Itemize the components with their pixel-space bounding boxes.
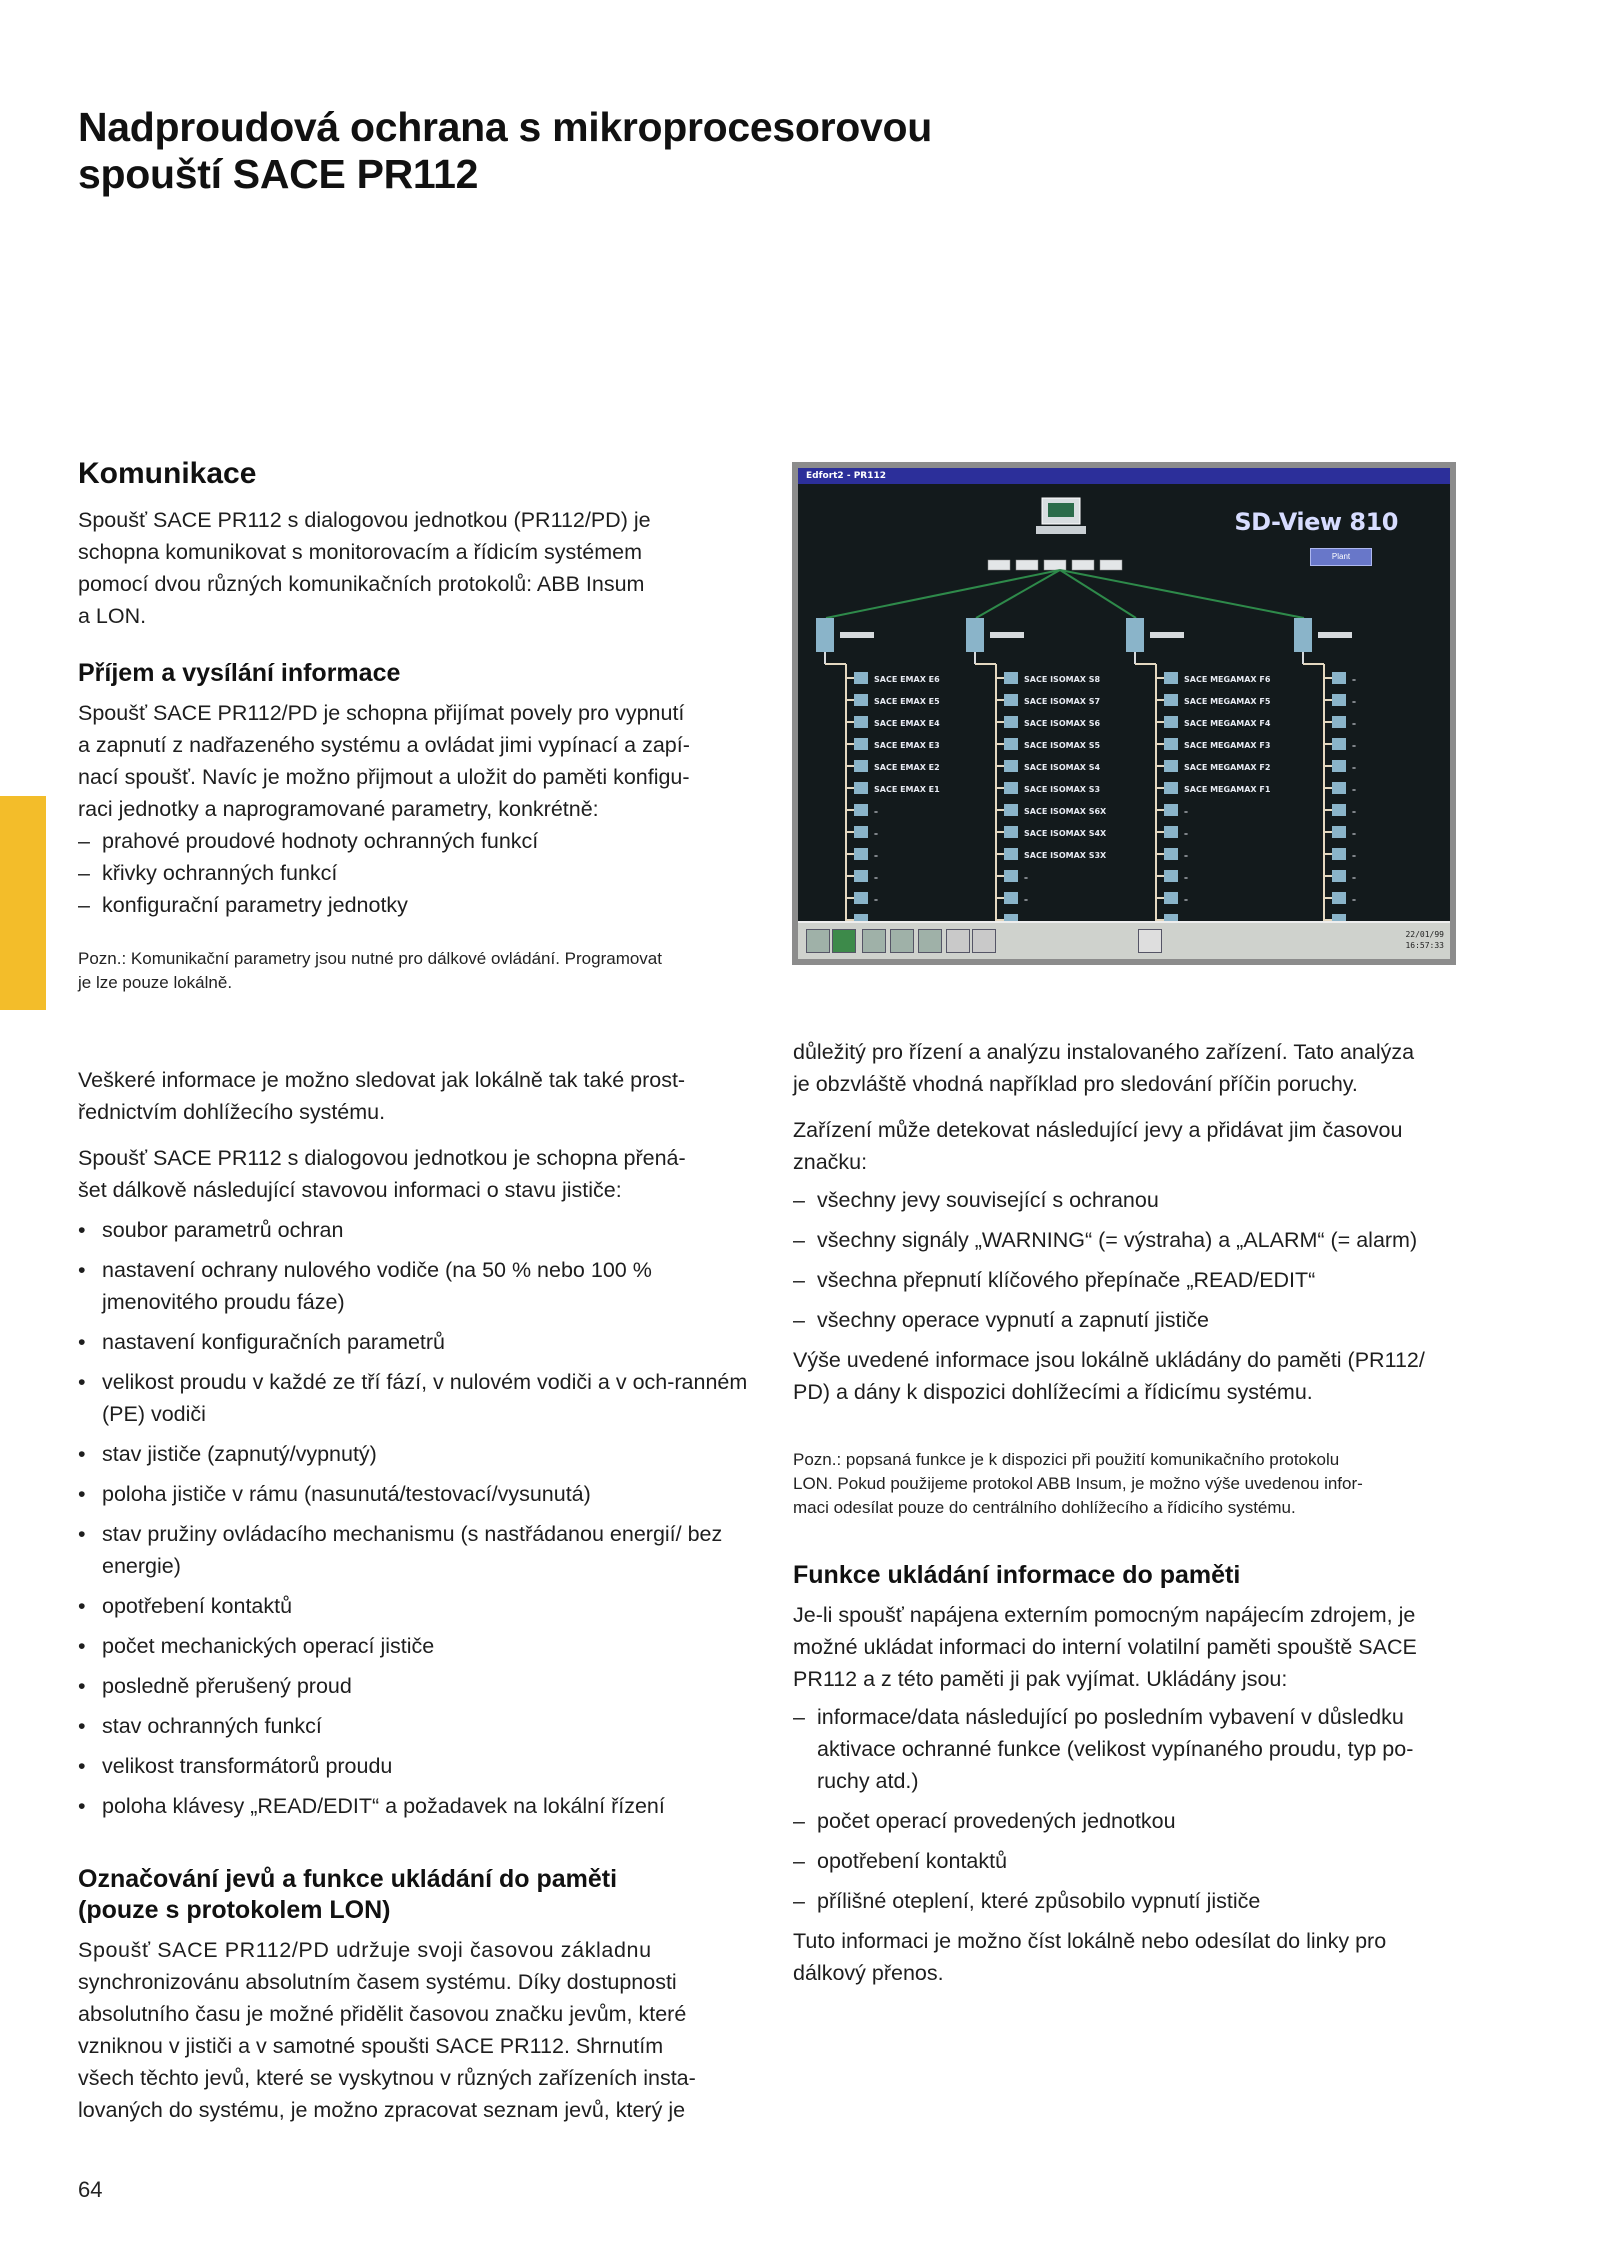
breaker-label: – [874, 873, 878, 882]
breaker-label: SACE ISOMAX S6 [1024, 719, 1101, 728]
breaker-label: SACE MEGAMAX F5 [1184, 697, 1271, 706]
breaker-label: SACE EMAX E6 [874, 675, 940, 684]
oznacovani-line: absolutního času je možné přidělit časovou značku jevům, které [78, 2002, 687, 2026]
breaker-node-icon [1332, 760, 1346, 772]
list-item: • posledně přerušený proud [78, 1670, 748, 1702]
breaker-label: SACE EMAX E2 [874, 763, 940, 772]
prijem-line: Spoušť SACE PR112/PD je schopna přijímat povely pro vypnutí [78, 701, 685, 725]
breaker-label: – [1352, 851, 1356, 860]
page-title-line2: spouští SACE PR112 [78, 151, 479, 197]
breaker-label: SACE MEGAMAX F3 [1184, 741, 1271, 750]
right-column [793, 1036, 1463, 1989]
sledovani-p2-line2: šet dálkově následující stavovou informaci o stavu jističe: [78, 1178, 622, 1202]
list-item: – všechny operace vypnutí a zapnutí jističe [793, 1304, 1463, 1336]
breaker-node-icon [1164, 716, 1178, 728]
taskbar-icon [946, 929, 970, 953]
breaker-node-icon [1164, 870, 1178, 882]
breaker-node-icon [1004, 892, 1018, 904]
breaker-label: SACE ISOMAX S7 [1024, 697, 1101, 706]
gateway-label [990, 632, 1024, 638]
breaker-node-icon [1332, 826, 1346, 838]
list-item: – přílišné oteplení, které způsobilo vypnutí jističe [793, 1885, 1463, 1917]
breaker-label: SACE EMAX E1 [874, 785, 940, 794]
list-item: • opotřebení kontaktů [78, 1590, 748, 1622]
breaker-node-icon [1332, 782, 1346, 794]
funkce-line: PR112 a z této paměti ji pak vyjímat. Ukládány jsou: [793, 1667, 1288, 1691]
list-item: • stav pružiny ovládacího mechanismu (s nastřádanou energií/ bez energie) [78, 1518, 748, 1582]
breaker-node-icon [1332, 892, 1346, 904]
breaker-node-icon [854, 760, 868, 772]
breaker-label: – [1352, 895, 1356, 904]
breaker-node-icon [1004, 672, 1018, 684]
funkce-end-line2: dálkový přenos. [793, 1961, 944, 1985]
breaker-node-icon [1332, 870, 1346, 882]
heading-prijem: Příjem a vysílání informace [78, 659, 401, 687]
breaker-node-icon [854, 826, 868, 838]
screenshot-brand: SD-View 810 [1234, 508, 1398, 536]
list-item: – opotřebení kontaktů [793, 1845, 1463, 1877]
breaker-node-icon [1004, 716, 1018, 728]
list-item: – konfigurační parametry jednotky [78, 889, 748, 921]
heading-komunikace: Komunikace [78, 457, 257, 490]
breaker-label: – [1352, 763, 1356, 772]
breaker-label: SACE EMAX E5 [874, 697, 940, 706]
oznacovani-line: Spoušť SACE PR112/PD udržuje svoji časovou základnu [78, 1938, 652, 1962]
breaker-node-icon [1332, 694, 1346, 706]
breaker-label: SACE MEGAMAX F1 [1184, 785, 1271, 794]
breaker-node-icon [1164, 760, 1178, 772]
gateway-node-icon [1126, 618, 1144, 652]
list-item: – křivky ochranných funkcí [78, 857, 748, 889]
list-item: • stav ochranných funkcí [78, 1710, 748, 1742]
port-button [1044, 560, 1066, 570]
breaker-node-icon [854, 694, 868, 706]
breaker-label: – [1184, 807, 1188, 816]
right-p1-line2: je obzvláště vhodná například pro sledování příčin poruchy. [793, 1072, 1358, 1096]
breaker-label: SACE ISOMAX S3X [1024, 851, 1107, 860]
breaker-node-icon [854, 738, 868, 750]
computer-keyboard-icon [1036, 526, 1086, 534]
breaker-label: SACE MEGAMAX F6 [1184, 675, 1271, 684]
network-link [826, 570, 1060, 618]
breaker-node-icon [1004, 870, 1018, 882]
screenshot-plant-button: Plant [1310, 548, 1372, 566]
port-button [1100, 560, 1122, 570]
breaker-node-icon [1004, 760, 1018, 772]
list-item: – všechna přepnutí klíčového přepínače „READ/EDIT“ [793, 1264, 1463, 1296]
list-item: – počet operací provedených jednotkou [793, 1805, 1463, 1837]
computer-screen-icon [1048, 503, 1074, 517]
page-number: 64 [78, 2177, 103, 2202]
komunikace-line: Spoušť SACE PR112 s dialogovou jednotkou (PR112/PD) je [78, 508, 651, 532]
breaker-label: – [1352, 719, 1356, 728]
breaker-node-icon [854, 870, 868, 882]
taskbar-icon [918, 929, 942, 953]
breaker-label: SACE EMAX E4 [874, 719, 940, 728]
screenshot-clock [1405, 929, 1444, 951]
screenshot-canvas [798, 468, 1450, 959]
port-button [1072, 560, 1094, 570]
list-item: • velikost proudu v každé ze tří fází, v nulovém vodiči a v och-ranném (PE) vodiči [78, 1366, 748, 1430]
breaker-node-icon [1164, 804, 1178, 816]
gateway-label [1318, 632, 1352, 638]
list-item: • poloha klávesy „READ/EDIT“ a požadavek na lokální řízení [78, 1790, 748, 1822]
taskbar-icon [972, 929, 996, 953]
oznacovani-line: synchronizovánu absolutním časem systému. Díky dostupnosti [78, 1970, 677, 1994]
breaker-label: – [1184, 851, 1188, 860]
list-item: • poloha jističe v rámu (nasunutá/testovací/vysunutá) [78, 1478, 748, 1510]
status-info-list [78, 1214, 748, 1822]
breaker-label: – [874, 807, 878, 816]
list-item: • soubor parametrů ochran [78, 1214, 748, 1246]
breaker-node-icon [1004, 738, 1018, 750]
breaker-label: SACE ISOMAX S4 [1024, 763, 1101, 772]
taskbar-icon [862, 929, 886, 953]
breaker-node-icon [854, 782, 868, 794]
breaker-node-icon [1332, 804, 1346, 816]
breaker-node-icon [1164, 738, 1178, 750]
komunikace-line: schopna komunikovat s monitorovacím a řídicím systémem [78, 540, 642, 564]
events-list [793, 1184, 1463, 1336]
left-column-upper [78, 456, 748, 995]
sledovani-p1-line2: řednictvím dohlížecího systému. [78, 1100, 386, 1124]
list-item: • stav jističe (zapnutý/vypnutý) [78, 1438, 748, 1470]
network-diagram [798, 468, 1450, 959]
komunikace-line: a LON. [78, 604, 147, 628]
taskbar-icon [806, 929, 830, 953]
right-p2-line1: Zařízení může detekovat následující jevy a přidávat jim časovou [793, 1118, 1403, 1142]
breaker-label: – [874, 851, 878, 860]
breaker-label: – [1024, 873, 1028, 882]
breaker-label: – [1352, 675, 1356, 684]
breaker-node-icon [1164, 694, 1178, 706]
page-title-line1: Nadproudová ochrana s mikroprocesorovou [78, 104, 933, 150]
breaker-node-icon [1332, 716, 1346, 728]
breaker-node-icon [854, 716, 868, 728]
stored-info-list [793, 1701, 1463, 1917]
sledovani-p1-line1: Veškeré informace je možno sledovat jak lokálně tak také prost- [78, 1068, 686, 1092]
sledovani-p2-line1: Spoušť SACE PR112 s dialogovou jednotkou je schopna přená- [78, 1146, 686, 1170]
breaker-label: – [874, 895, 878, 904]
screenshot-window-title: Edfort2 - PR112 [798, 468, 1450, 484]
breaker-label: – [1352, 785, 1356, 794]
breaker-label: SACE ISOMAX S8 [1024, 675, 1101, 684]
gateway-node-icon [1294, 618, 1312, 652]
breaker-node-icon [854, 892, 868, 904]
gateway-node-icon [966, 618, 984, 652]
clock-date: 22/01/99 [1405, 930, 1444, 939]
breaker-label: – [1352, 829, 1356, 838]
right-note-line1: Pozn.: popsaná funkce je k dispozici při použití komunikačního protokolu [793, 1450, 1340, 1469]
list-item: • počet mechanických operací jističe [78, 1630, 748, 1662]
left-column-lower [78, 1064, 748, 2126]
breaker-node-icon [854, 672, 868, 684]
heading-oznacovani-line1: Označování jevů a funkce ukládání do paměti [78, 1865, 618, 1893]
funkce-line: možné ukládat informaci do interní volatilní paměti spouště SACE [793, 1635, 1417, 1659]
sd-view-screenshot [792, 462, 1456, 965]
breaker-label: – [1352, 873, 1356, 882]
list-item: • nastavení konfiguračních parametrů [78, 1326, 748, 1358]
breaker-node-icon [1004, 826, 1018, 838]
list-item: – všechny jevy související s ochranou [793, 1184, 1463, 1216]
breaker-label: SACE ISOMAX S5 [1024, 741, 1101, 750]
port-button [1016, 560, 1038, 570]
breaker-label: – [1352, 697, 1356, 706]
komunikace-line: pomocí dvou různých komunikačních protokolů: ABB Insum [78, 572, 645, 596]
breaker-label: SACE ISOMAX S3 [1024, 785, 1101, 794]
breaker-label: – [1184, 895, 1188, 904]
list-item: • velikost transformátorů proudu [78, 1750, 748, 1782]
breaker-node-icon [1004, 804, 1018, 816]
breaker-label: – [874, 829, 878, 838]
list-item: – prahové proudové hodnoty ochranných funkcí [78, 825, 748, 857]
network-link [976, 570, 1060, 618]
breaker-node-icon [1004, 848, 1018, 860]
breaker-node-icon [1332, 848, 1346, 860]
breaker-label: – [1352, 741, 1356, 750]
right-p3-line2: PD) a dány k dispozici dohlížecími a řídicímu systému. [793, 1380, 1313, 1404]
breaker-node-icon [1164, 782, 1178, 794]
breaker-node-icon [1332, 672, 1346, 684]
gateway-label [840, 632, 874, 638]
oznacovani-line: lovaných do systému, je možno zpracovat seznam jevů, který je [78, 2098, 686, 2122]
breaker-label: SACE ISOMAX S6X [1024, 807, 1107, 816]
prijem-line: a zapnutí z nadřazeného systému a ovládat jimi vypínací a zapí- [78, 733, 690, 757]
breaker-label: – [1184, 873, 1188, 882]
breaker-label: – [1352, 807, 1356, 816]
port-button [988, 560, 1010, 570]
list-item: – informace/data následující po posledním vybavení v důsledku aktivace ochranné funkce (velikost vypínaného proudu, typ po-ruchy atd.) [793, 1701, 1463, 1797]
clock-time: 16:57:33 [1405, 941, 1444, 950]
breaker-label: SACE MEGAMAX F2 [1184, 763, 1271, 772]
screenshot-taskbar [798, 921, 1450, 959]
section-tab-marker [0, 796, 46, 1010]
breaker-node-icon [1332, 738, 1346, 750]
breaker-label: SACE MEGAMAX F4 [1184, 719, 1271, 728]
gateway-node-icon [816, 618, 834, 652]
breaker-label: SACE EMAX E3 [874, 741, 940, 750]
gateway-label [1150, 632, 1184, 638]
page-title [78, 104, 1078, 198]
breaker-label: – [1024, 895, 1028, 904]
breaker-node-icon [1164, 848, 1178, 860]
heading-funkce: Funkce ukládání informace do paměti [793, 1561, 1241, 1589]
breaker-node-icon [1004, 782, 1018, 794]
breaker-node-icon [1164, 826, 1178, 838]
prijem-line: nací spoušť. Navíc je možno přijmout a uložit do paměti konfigu- [78, 765, 690, 789]
list-item: • nastavení ochrany nulového vodiče (na 50 % nebo 100 % jmenovitého proudu fáze) [78, 1254, 748, 1318]
list-item: – všechny signály „WARNING“ (= výstraha) a „ALARM“ (= alarm) [793, 1224, 1463, 1256]
breaker-node-icon [1164, 672, 1178, 684]
prijem-line: raci jednotky a naprogramované parametry, konkrétně: [78, 797, 599, 821]
prijem-note-line1: Pozn.: Komunikační parametry jsou nutné pro dálkové ovládání. Programovat [78, 949, 662, 968]
right-note-line3: maci odesílat pouze do centrálního dohlížecího a řídicího systému. [793, 1498, 1296, 1517]
breaker-node-icon [854, 848, 868, 860]
prijem-note-line2: je lze pouze lokálně. [78, 973, 233, 992]
breaker-node-icon [854, 804, 868, 816]
right-p1-line1: důležitý pro řízení a analýzu instalovaného zařízení. Tato analýza [793, 1040, 1415, 1064]
oznacovani-line: všech těchto jevů, které se vyskytnou v různých zařízeních insta- [78, 2066, 696, 2090]
taskbar-icon [890, 929, 914, 953]
breaker-node-icon [1164, 892, 1178, 904]
breaker-label: – [1184, 829, 1188, 838]
right-p2-line2: značku: [793, 1150, 868, 1174]
taskbar-icon [1138, 929, 1162, 953]
funkce-end-line1: Tuto informaci je možno číst lokálně nebo odesílat do linky pro [793, 1929, 1387, 1953]
funkce-line: Je-li spoušť napájena externím pomocným napájecím zdrojem, je [793, 1603, 1416, 1627]
right-note-line2: LON. Pokud použijeme protokol ABB Insum, je možno výše uvedenou infor- [793, 1474, 1363, 1493]
right-p3-line1: Výše uvedené informace jsou lokálně ukládány do paměti (PR112/ [793, 1348, 1425, 1372]
prijem-list [78, 825, 748, 921]
breaker-label: SACE ISOMAX S4X [1024, 829, 1107, 838]
breaker-node-icon [1004, 694, 1018, 706]
taskbar-icon [832, 929, 856, 953]
oznacovani-line: vzniknou v jističi a v samotné spoušti SACE PR112. Shrnutím [78, 2034, 664, 2058]
heading-oznacovani-line2: (pouze s protokolem LON) [78, 1896, 391, 1924]
